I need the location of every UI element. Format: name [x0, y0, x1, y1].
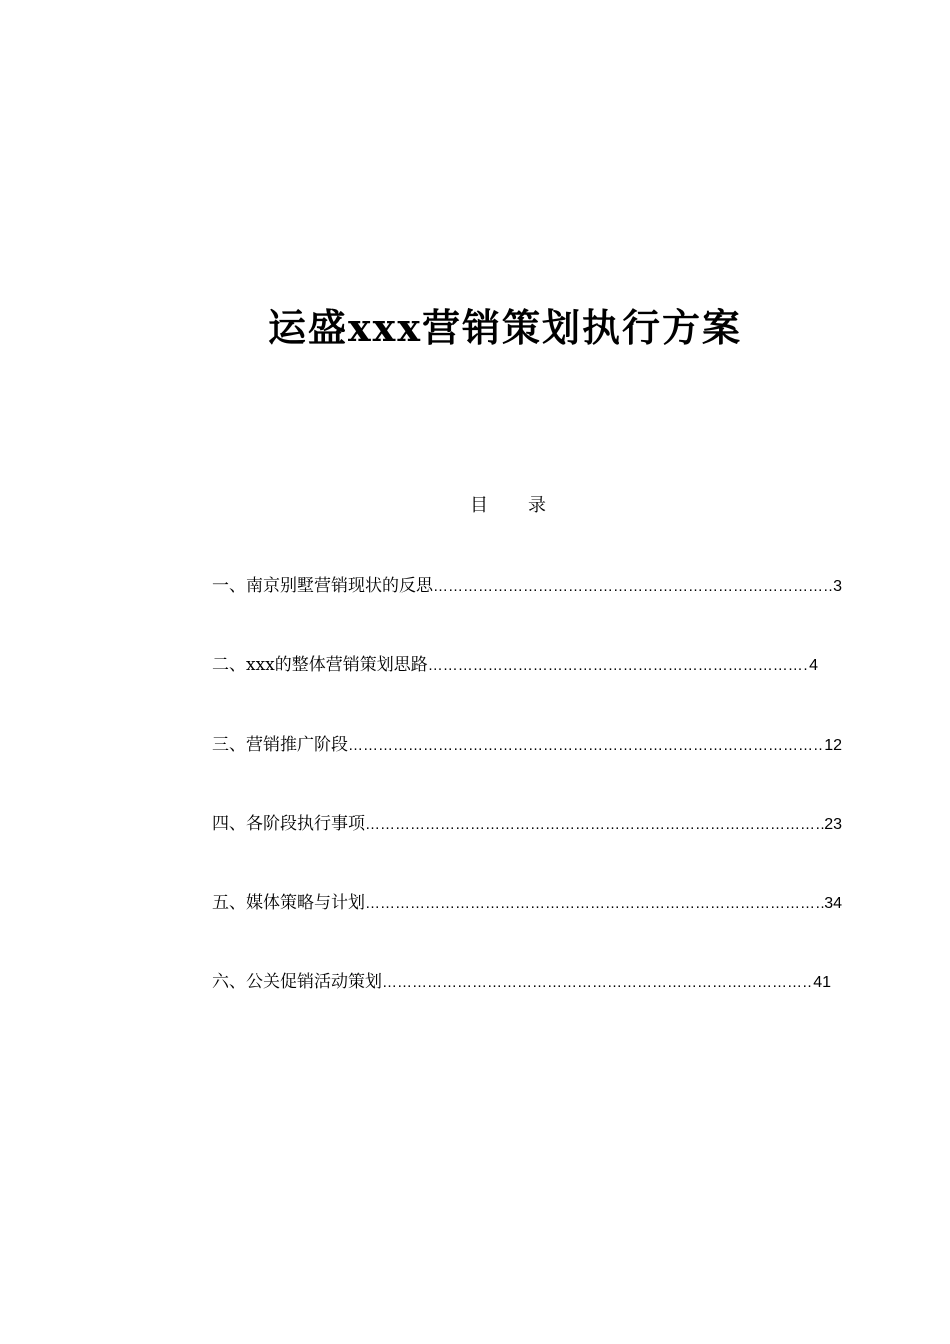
toc-leader-dots: [428, 654, 809, 678]
toc-heading-char-2: 录: [528, 495, 546, 516]
toc-heading-char-1: 目: [470, 495, 488, 516]
toc-item-page: 12: [824, 737, 842, 754]
toc-item-page: 23: [824, 816, 842, 833]
toc-leader-dots: [382, 971, 813, 995]
toc-item-label: 三、营销推广阶段: [212, 735, 348, 755]
toc-item[interactable]: [212, 653, 818, 677]
toc-item[interactable]: [212, 733, 842, 757]
toc-item-page: 41: [813, 974, 831, 991]
toc-leader-dots: [433, 575, 833, 599]
toc-item-page: 34: [824, 895, 842, 912]
toc-item-label: 四、各阶段执行事项: [212, 814, 365, 834]
toc-leader-dots: [365, 813, 824, 837]
toc-item-page: 4: [809, 657, 818, 674]
toc-item-label: 五、媒体策略与计划: [212, 893, 365, 913]
toc-item-page: 3: [833, 578, 842, 595]
document-title: 运盛xxx营销策划执行方案: [268, 305, 742, 350]
toc-item[interactable]: [212, 891, 842, 915]
toc-item-label: 一、南京别墅营销现状的反思: [212, 576, 433, 596]
toc-item-label: 二、xxx的整体营销策划思路: [212, 655, 428, 675]
toc-leader-dots: [348, 734, 824, 758]
toc-heading: [470, 494, 546, 518]
toc-item[interactable]: [212, 812, 842, 836]
toc-item[interactable]: [212, 574, 842, 598]
toc-leader-dots: [365, 892, 824, 916]
toc-item-label: 六、公关促销活动策划: [212, 972, 382, 992]
toc-item[interactable]: [212, 970, 831, 994]
